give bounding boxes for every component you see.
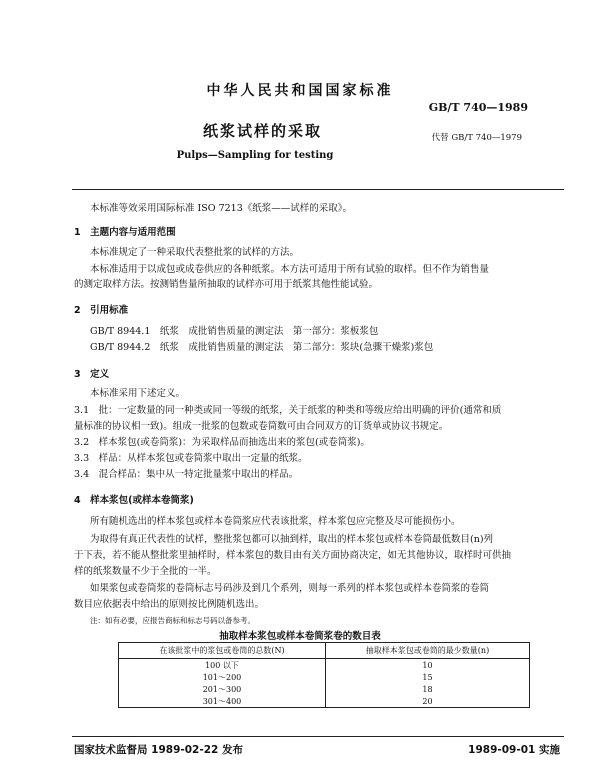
effective-date: 1989-09-01 实施 [468, 744, 560, 756]
table-header-min: 抽取样本浆包或卷筒的最少数量(n) [326, 643, 530, 659]
definition-3-3: 3.3 样品：从样本浆包或卷筒浆中取出一定量的纸浆。 [74, 453, 308, 464]
section-4-para-1: 所有随机选出的样本浆包或样本卷筒浆应代表该批浆，样本浆包应完整及尽可能损伤小。 [90, 516, 461, 527]
table-row [119, 683, 530, 695]
section-1-para-2a: 本标准适用于以成包或成卷供应的各种纸浆。本方法可适用于所有试验的取样。但不作为销售量 [90, 264, 490, 275]
table-title: 抽取样本浆包或样本卷筒浆卷的数目表 [219, 631, 381, 642]
document-title-cn: 纸浆试样的采取 [202, 122, 322, 140]
table-cell: 201～300 [119, 683, 326, 695]
definition-3-1a: 3.1 批：一定数量的同一种类或同一等级的纸浆，关于纸浆的种类和等级应给出明确的评价(通常和质 [74, 405, 502, 416]
table-header-total: 在该批浆中的浆包或卷筒的总数(N) [119, 643, 326, 659]
standard-number: GB/T 740—1989 [428, 101, 528, 114]
table-cell: 18 [326, 683, 530, 695]
definition-3-2: 3.2 样本浆包(或卷筒浆)：为采取样品而抽选出来的浆包(或卷筒浆)。 [74, 437, 370, 448]
section-1-title: 1 主题内容与适用范围 [74, 227, 176, 238]
intro-paragraph: 本标准等效采用国际标准 ISO 7213《纸浆——试样的采取》。 [90, 203, 353, 214]
replaces-standard: 代替 GB/T 740—1979 [431, 133, 522, 143]
national-standard-heading: 中华人民共和国国家标准 [206, 83, 394, 99]
table-cell: 301～400 [119, 695, 326, 708]
section-3-intro: 本标准采用下述定义。 [90, 388, 186, 399]
footer-rule [72, 736, 564, 737]
sampling-table [118, 642, 530, 708]
table-cell: 20 [326, 695, 530, 708]
section-4-para-2c: 样的纸浆数量不少于全批的一半。 [74, 566, 217, 577]
section-4-para-2a: 为取得有真正代表性的试样，整批浆包都可以抽到样，取出的样本浆包或样本卷筒最低数目(n)列 [90, 534, 494, 545]
table-cell: 15 [326, 671, 530, 683]
definition-3-4: 3.4 混合样品：集中从一特定批量浆中取出的样品。 [74, 469, 299, 480]
section-2-title: 2 引用标准 [74, 305, 129, 316]
table-row [119, 671, 530, 683]
section-1-para-1: 本标准规定了一种采取代表整批浆的试样的方法。 [90, 247, 300, 258]
section-4-para-2b: 于下表，若不能从整批浆里抽样时，样本浆包的数目由有关方面协商决定，如无其他协议，取样时可供抽 [74, 550, 512, 561]
section-1-para-2b: 的测定取样方法。按测销售量所抽取的试样亦可用于纸浆其他性能试验。 [74, 279, 379, 290]
table-row [119, 695, 530, 708]
reference-1: GB/T 8944.1 纸浆 成批销售质量的测定法 第一部分：浆板浆包 [90, 326, 379, 337]
table-row [119, 659, 530, 672]
definition-3-1b: 量标准的协议相一致)。组成一批浆的包数或卷筒数可由合同双方的订货单或协议书规定。 [74, 421, 449, 432]
document-title-en: Pulps—Sampling for testing [176, 150, 334, 161]
section-4-note: 注：如有必要，应报告商标和标志号码以备参考。 [90, 616, 255, 625]
table-cell: 101～200 [119, 671, 326, 683]
reference-2: GB/T 8944.2 纸浆 成批销售质量的测定法 第二部分：浆块(急骤干燥浆)浆包 [90, 342, 434, 353]
header-rule [72, 189, 564, 190]
table-cell: 100 以下 [119, 659, 326, 672]
table-header-row [119, 643, 530, 659]
section-4-title: 4 样本浆包(或样本卷筒浆) [74, 495, 194, 506]
table-cell: 10 [326, 659, 530, 672]
section-3-title: 3 定义 [74, 369, 110, 380]
issue-date: 国家技术监督局 1989-02-22 发布 [74, 744, 243, 756]
section-4-para-3a: 如果浆包或卷筒浆的卷筒标志号码涉及到几个系列，则每一系列的样本浆包或样本卷筒浆的卷筒 [90, 583, 490, 594]
section-4-para-3b: 数目应依据表中给出的原则按比例随机选出。 [74, 599, 265, 610]
